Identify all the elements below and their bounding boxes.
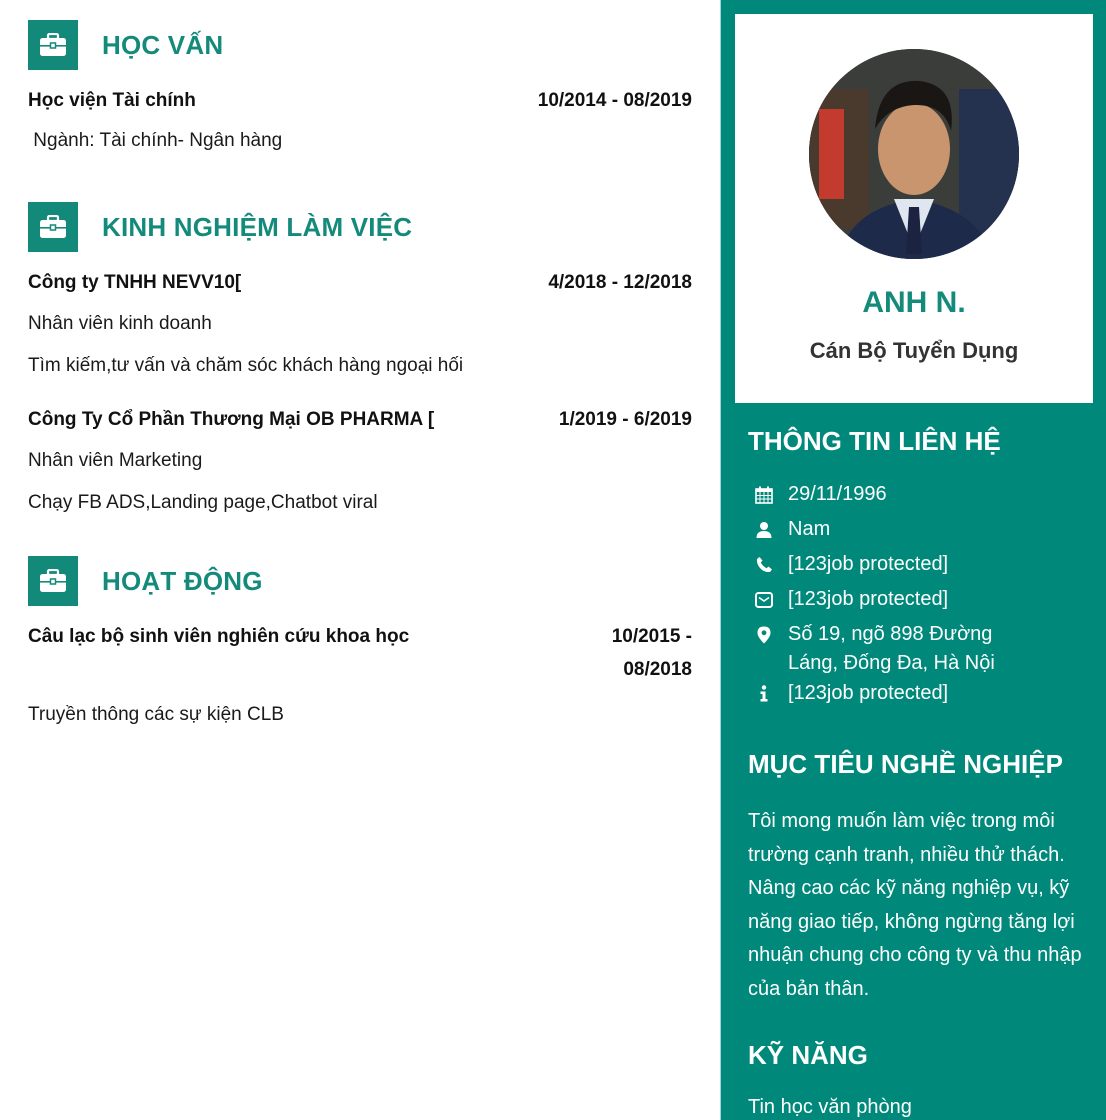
activity-entry bbox=[28, 620, 692, 726]
objective-text: Tôi mong muốn làm việc trong môi trường cạnh tranh, nhiều thử thách. Nâng cao các kỹ năng nghiệp vụ, kỹ năng giao tiếp, không ngừng tăng lợi nhuận chung cho công ty và thu nhập của bản thân. bbox=[748, 810, 1082, 1000]
activities-section bbox=[28, 556, 692, 726]
user-icon bbox=[753, 515, 775, 544]
contact-title: THÔNG TIN LIÊN HỆ bbox=[748, 426, 1001, 456]
education-entry bbox=[28, 90, 692, 152]
school-name: Học viện Tài chính bbox=[28, 90, 196, 111]
calendar-icon bbox=[753, 480, 775, 509]
contact-other: [123job protected] bbox=[753, 679, 1093, 708]
activity-description: Truyền thông các sự kiện CLB bbox=[28, 704, 284, 725]
experience-header bbox=[28, 202, 692, 252]
experience-date: 1/2019 - 6/2019 bbox=[558, 409, 692, 430]
experience-description: Chạy FB ADS,Landing page,Chatbot viral bbox=[28, 492, 378, 513]
contact-gender: Nam bbox=[753, 515, 1093, 544]
contact-birthday: 29/11/1996 bbox=[753, 480, 1093, 509]
education-date: 10/2014 - 08/2019 bbox=[537, 90, 692, 111]
education-title: HỌC VẤN bbox=[102, 29, 224, 60]
skills-title: KỸ NĂNG bbox=[748, 1040, 868, 1070]
company-name: Công Ty Cổ Phần Thương Mại OB PHARMA [ bbox=[28, 409, 435, 430]
experience-section bbox=[28, 202, 692, 514]
contact-phone: [123job protected] bbox=[753, 550, 1093, 579]
activities-title: HOẠT ĐỘNG bbox=[102, 565, 263, 596]
experience-date: 4/2018 - 12/2018 bbox=[548, 272, 692, 293]
envelope-icon bbox=[753, 585, 775, 614]
experience-description: Tìm kiếm,tư vấn và chăm sóc khách hàng ngoại hối bbox=[28, 355, 464, 376]
contact-email: [123job protected] bbox=[753, 585, 1093, 614]
experience-title: KINH NGHIỆM LÀM VIỆC bbox=[102, 211, 413, 242]
experience-entry bbox=[28, 409, 692, 514]
profile-card bbox=[735, 14, 1093, 403]
contact-list bbox=[753, 480, 1093, 714]
education-section bbox=[28, 20, 692, 152]
briefcase-icon bbox=[28, 202, 78, 252]
skill-item: Tin học văn phòng bbox=[748, 1096, 912, 1118]
objective-title: MỤC TIÊU NGHỀ NGHIỆP bbox=[748, 749, 1063, 779]
experience-entry bbox=[28, 272, 692, 377]
education-header bbox=[28, 20, 692, 70]
avatar bbox=[809, 49, 1019, 259]
company-name: Công ty TNHH NEVV10[ bbox=[28, 272, 242, 293]
info-icon bbox=[753, 679, 775, 708]
experience-position: Nhân viên kinh doanh bbox=[28, 313, 212, 334]
contact-address: Số 19, ngõ 898 Đường Láng, Đống Đa, Hà Nội bbox=[753, 620, 1093, 678]
profile-name: ANH N. bbox=[862, 286, 966, 319]
briefcase-icon bbox=[28, 556, 78, 606]
activity-date: 10/2015 - 08/2018 bbox=[611, 626, 692, 680]
activity-name: Câu lạc bộ sinh viên nghiên cứu khoa học bbox=[28, 626, 410, 647]
phone-icon bbox=[753, 550, 775, 579]
experience-position: Nhân viên Marketing bbox=[28, 450, 203, 471]
education-major: Ngành: Tài chính- Ngân hàng bbox=[28, 130, 283, 151]
profile-role: Cán Bộ Tuyển Dụng bbox=[809, 338, 1019, 363]
sidebar bbox=[720, 0, 1106, 1120]
briefcase-icon bbox=[28, 20, 78, 70]
activities-header bbox=[28, 556, 692, 606]
map-marker-icon bbox=[753, 620, 775, 649]
